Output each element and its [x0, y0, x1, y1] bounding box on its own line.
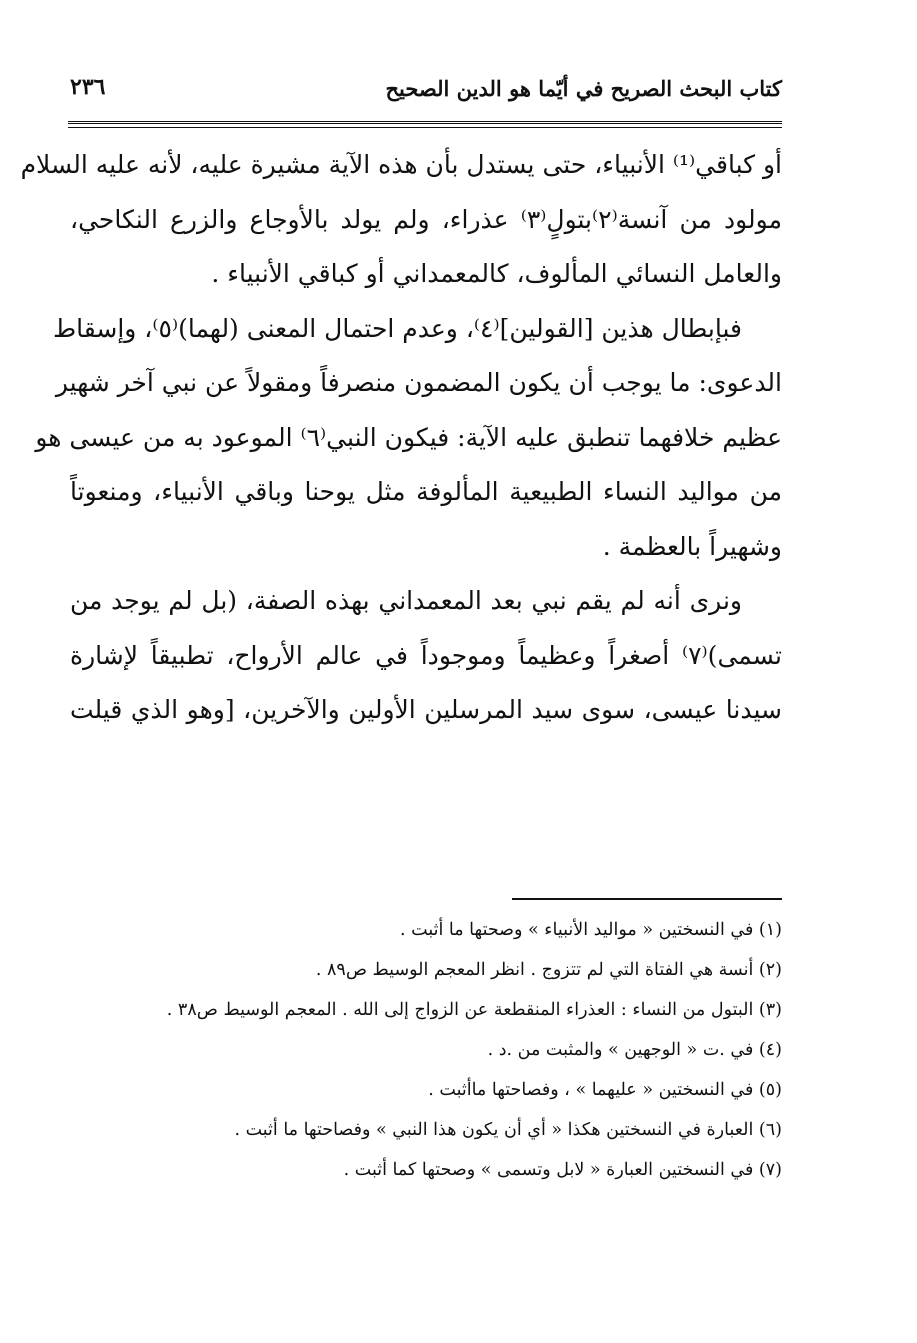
body-line: ونرى أنه لم يقم نبي بعد المعمداني بهذه الصفة، (بل لم يوجد من	[70, 586, 742, 615]
footnote: (٥) في النسختين « عليهما » ، وفصاحتها ماأثبت .	[428, 1080, 782, 1100]
footnote: (٦) العبارة في النسختين هكذا « أي أن يكون هذا النبي » وفصاحتها ما أثبت .	[234, 1120, 782, 1140]
body-line: وشهيراً بالعظمة .	[602, 531, 782, 561]
body-line: فبإبطال هذين [القولين]⁽٤⁾، وعدم احتمال المعنى (لهما)⁽٥⁾، وإسقاط	[53, 313, 742, 343]
body-line: عظيم خلافهما تنطبق عليه الآية: فيكون النبي⁽٦⁾ الموعود به من عيسى هو	[35, 422, 782, 452]
body-line: تسمى)⁽٧⁾ أصغراً وعظيماً وموجوداً في عالم الأرواح، تطبيقاً لإشارة	[70, 640, 782, 670]
footnotes	[70, 910, 782, 1190]
body-line: مولود من آنسة⁽٢⁾بتولٍ⁽٣⁾ عذراء، ولم يولد بالأوجاع والزرع النكاحي،	[70, 204, 782, 234]
footnote: (٤) في .ت « الوجهين » والمثبت من .د .	[487, 1040, 782, 1060]
footnote-separator	[512, 898, 782, 900]
footnote: (٢) أنسة هي الفتاة التي لم تتزوج . انظر المعجم الوسيط ص٨٩ .	[315, 960, 782, 980]
body-line: سيدنا عيسى، سوى سيد المرسلين الأولين والآخرين، [وهو الذي قيلت	[70, 695, 782, 724]
body-line: أو كباقي⁽¹⁾ الأنبياء، حتى يستدل بأن هذه الآية مشيرة عليه، لأنه عليه السلام	[20, 150, 782, 179]
page-header	[70, 72, 782, 112]
header-rule	[68, 121, 782, 128]
footnote: (٣) البتول من النساء : العذراء المنقطعة عن الزواج إلى الله . المعجم الوسيط ص٣٨ .	[166, 1000, 782, 1020]
footnote: (٧) في النسختين العبارة « لابل وتسمى » وصحتها كما أثبت .	[343, 1160, 782, 1180]
body-line: والعامل النسائي المألوف، كالمعمداني أو كباقي الأنبياء .	[211, 259, 782, 288]
body-text	[20, 138, 782, 738]
footnote: (١) في النسختين « مواليد الأنبياء » وصحتها ما أثبت .	[400, 920, 782, 940]
body-line: الدعوى: ما يوجب أن يكون المضمون منصرفاً ومقولاً عن نبي آخر شهير	[55, 368, 782, 397]
running-title: كتاب البحث الصريح في أيّما هو الدين الصحيح	[385, 76, 782, 101]
body-line: من مواليد النساء الطبيعية المألوفة مثل يوحنا وباقي الأنبياء، ومنعوتاً	[70, 477, 782, 506]
page-number: ٢٣٦	[70, 74, 106, 100]
